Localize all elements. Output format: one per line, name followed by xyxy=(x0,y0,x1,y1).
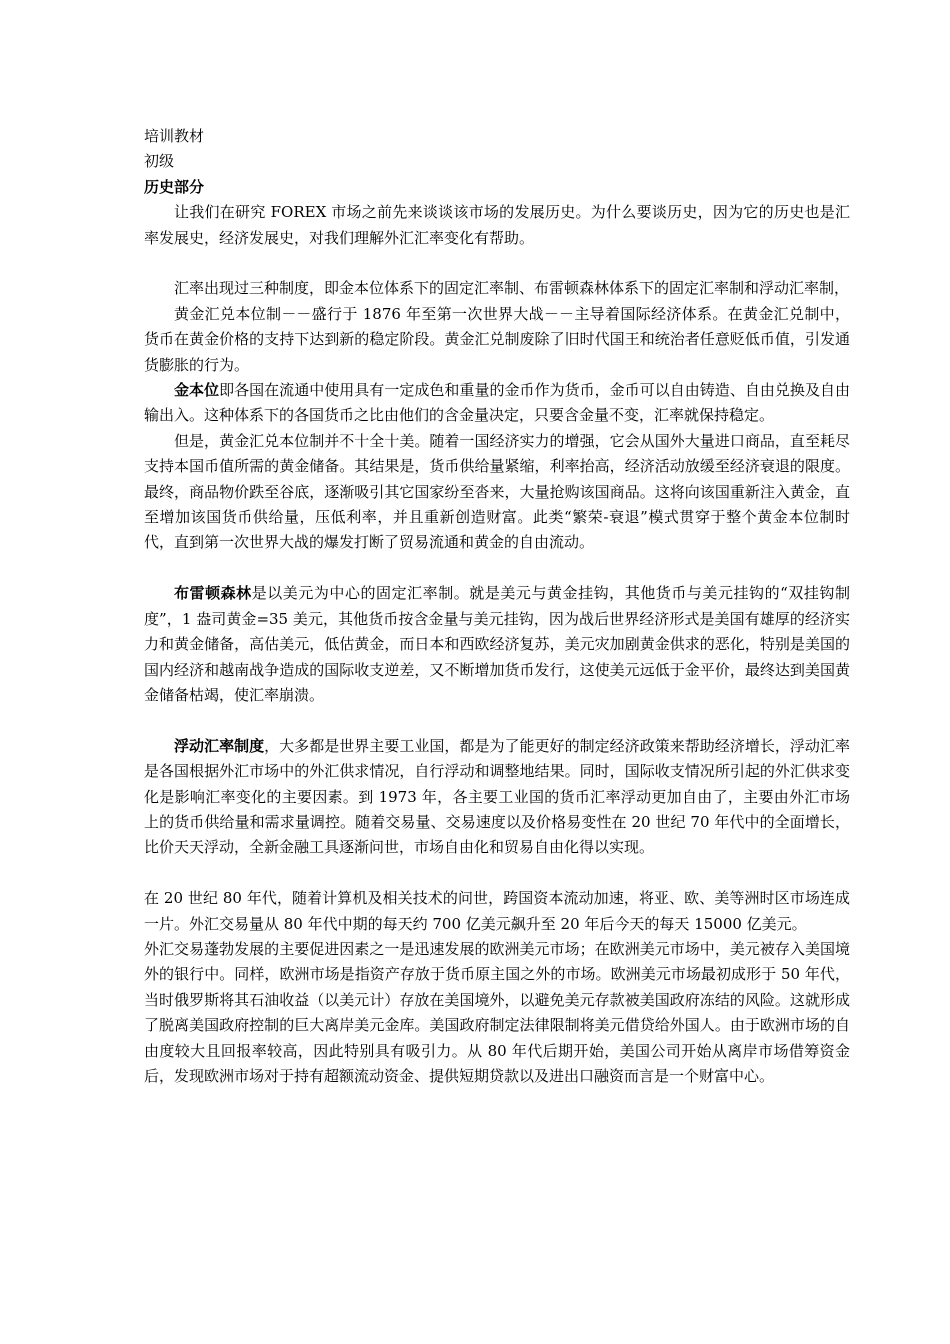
paragraph-1980s: 在 20 世纪 80 年代，随着计算机及相关技术的问世，跨国资本流动加速，将亚、欧、美等洲时区市场连成一片。外汇交易量从 80 年代中期的每天约 700 亿美元飙升至 20 年后今天的每天 15000 亿美元。 xyxy=(144,889,850,933)
paragraph-bretton-woods xyxy=(144,581,850,708)
paragraph-floating-rate-text: ，大多都是世界主要工业国，都是为了能更好的制定经济政策来帮助经济增长，浮动汇率是各国根据外汇市场中的外汇供求情况，自行浮动和调整地结果。同时，国际收支情况所引起的外汇供求变化是影响汇率变化的主要因素。到 1973 年，各主要工业国的货币汇率浮动更加自由了，主要由外汇市场上的货币供给量和需求量调控。随着交易量、交易速度以及价格易变性在 20 世纪 70 年代中的全面增长，比价天天浮动，全新金融工具逐渐问世，市场自由化和贸易自由化得以实现。 xyxy=(144,736,850,857)
paragraph-gap xyxy=(144,556,850,581)
term-gold-standard: 金本位 xyxy=(174,381,220,400)
doc-label-level: 初级 xyxy=(144,152,175,171)
paragraph-intro: 让我们在研究 FOREX 市场之前先来谈谈该市场的发展历史。为什么要谈历史，因为它的历史也是汇率发展史，经济发展史，对我们理解外汇汇率变化有帮助。 xyxy=(144,203,850,247)
paragraph-gap xyxy=(144,861,850,886)
paragraph-gold-standard xyxy=(144,378,850,429)
paragraph-eurodollar: 外汇交易蓬勃发展的主要促进因素之一是迅速发展的欧洲美元市场；在欧洲美元市场中，美元被存入美国境外的银行中。同样，欧洲市场是指资产存放于货币原主国之外的市场。欧洲美元市场最初成形于 50 年代，当时俄罗斯将其石油收益（以美元计）存放在美国境外，以避免美元存款被美国政府冻结的风险。这就形成了脱离美国政府控制的巨大离岸美元金库。美国政府制定法律限制将美元借贷给外国人。由于欧洲市场的自由度较大且回报率较高，因此特别具有吸引力。从 80 年代后期开始，美国公司开始从离岸市场借筹资金后，发现欧洲市场对于持有超额流动资金、提供短期贷款以及进出口融资而言是一个财富中心。 xyxy=(144,939,850,1085)
paragraph-three-systems: 汇率出现过三种制度，即金本位体系下的固定汇率制、布雷顿森林体系下的固定汇率制和浮动汇率制， xyxy=(174,279,850,298)
paragraph-bretton-woods-text: 是以美元为中心的固定汇率制。就是美元与黄金挂钩，其他货币与美元挂钩的“双挂钩制度”，1 盎司黄金=35 美元，其他货币按含金量与美元挂钩，因为战后世界经济形式是美国有雄厚的经济实力和黄金储备，高估美元，低估黄金，而日本和西欧经济复苏，美元灾加剧黄金供求的恶化，特别是美国的国内经济和越南战争造成的国际收支逆差，又不断增加货币发行，这使美元远低于金平价，最终达到美国黄金储备枯竭，使汇率崩溃。 xyxy=(144,584,850,704)
paragraph-gap xyxy=(144,251,850,276)
document-body xyxy=(144,124,850,1089)
section-title: 历史部分 xyxy=(144,177,205,196)
term-bretton-woods: 布雷顿森林 xyxy=(174,584,252,603)
term-floating-rate: 浮动汇率制度 xyxy=(174,736,265,755)
paragraph-floating-rate xyxy=(144,734,850,861)
paragraph-gold-exchange: 黄金汇兑本位制－－盛行于 1876 年至第一次世界大战－－主导着国际经济体系。在黄金汇兑制中，货币在黄金价格的支持下达到新的稳定阶段。黄金汇兑制废除了旧时代国王和统治者任意贬低币值，引发通货膨胀的行为。 xyxy=(144,304,850,374)
paragraph-gold-standard-text: 即各国在流通中使用具有一定成色和重量的金币作为货币，金币可以自由铸造、自由兑换及自由输出入。这种体系下的各国货币之比由他们的含金量决定，只要含金量不变，汇率就保持稳定。 xyxy=(144,381,850,425)
paragraph-gap xyxy=(144,708,850,733)
paragraph-boom-bust: 但是，黄金汇兑本位制并不十全十美。随着一国经济实力的增强，它会从国外大量进口商品，直至耗尽支持本国币值所需的黄金储备。其结果是，货币供给量紧缩，利率抬高，经济活动放缓至经济衰退的限度。 最终，商品物价跌至谷底，逐渐吸引其它国家纷至沓来，大量抢购该国商品。这将向该国重新注入黄金，直至增加该国货币供给量，压低利率，并且重新创造财富。此类“繁荣-衰退”模式贯穿于整个黄金本位制时代，直到第一次世界大战的爆发打断了贸易流通和黄金的自由流动。 xyxy=(144,431,850,552)
doc-label-training: 培训教材 xyxy=(144,127,205,145)
